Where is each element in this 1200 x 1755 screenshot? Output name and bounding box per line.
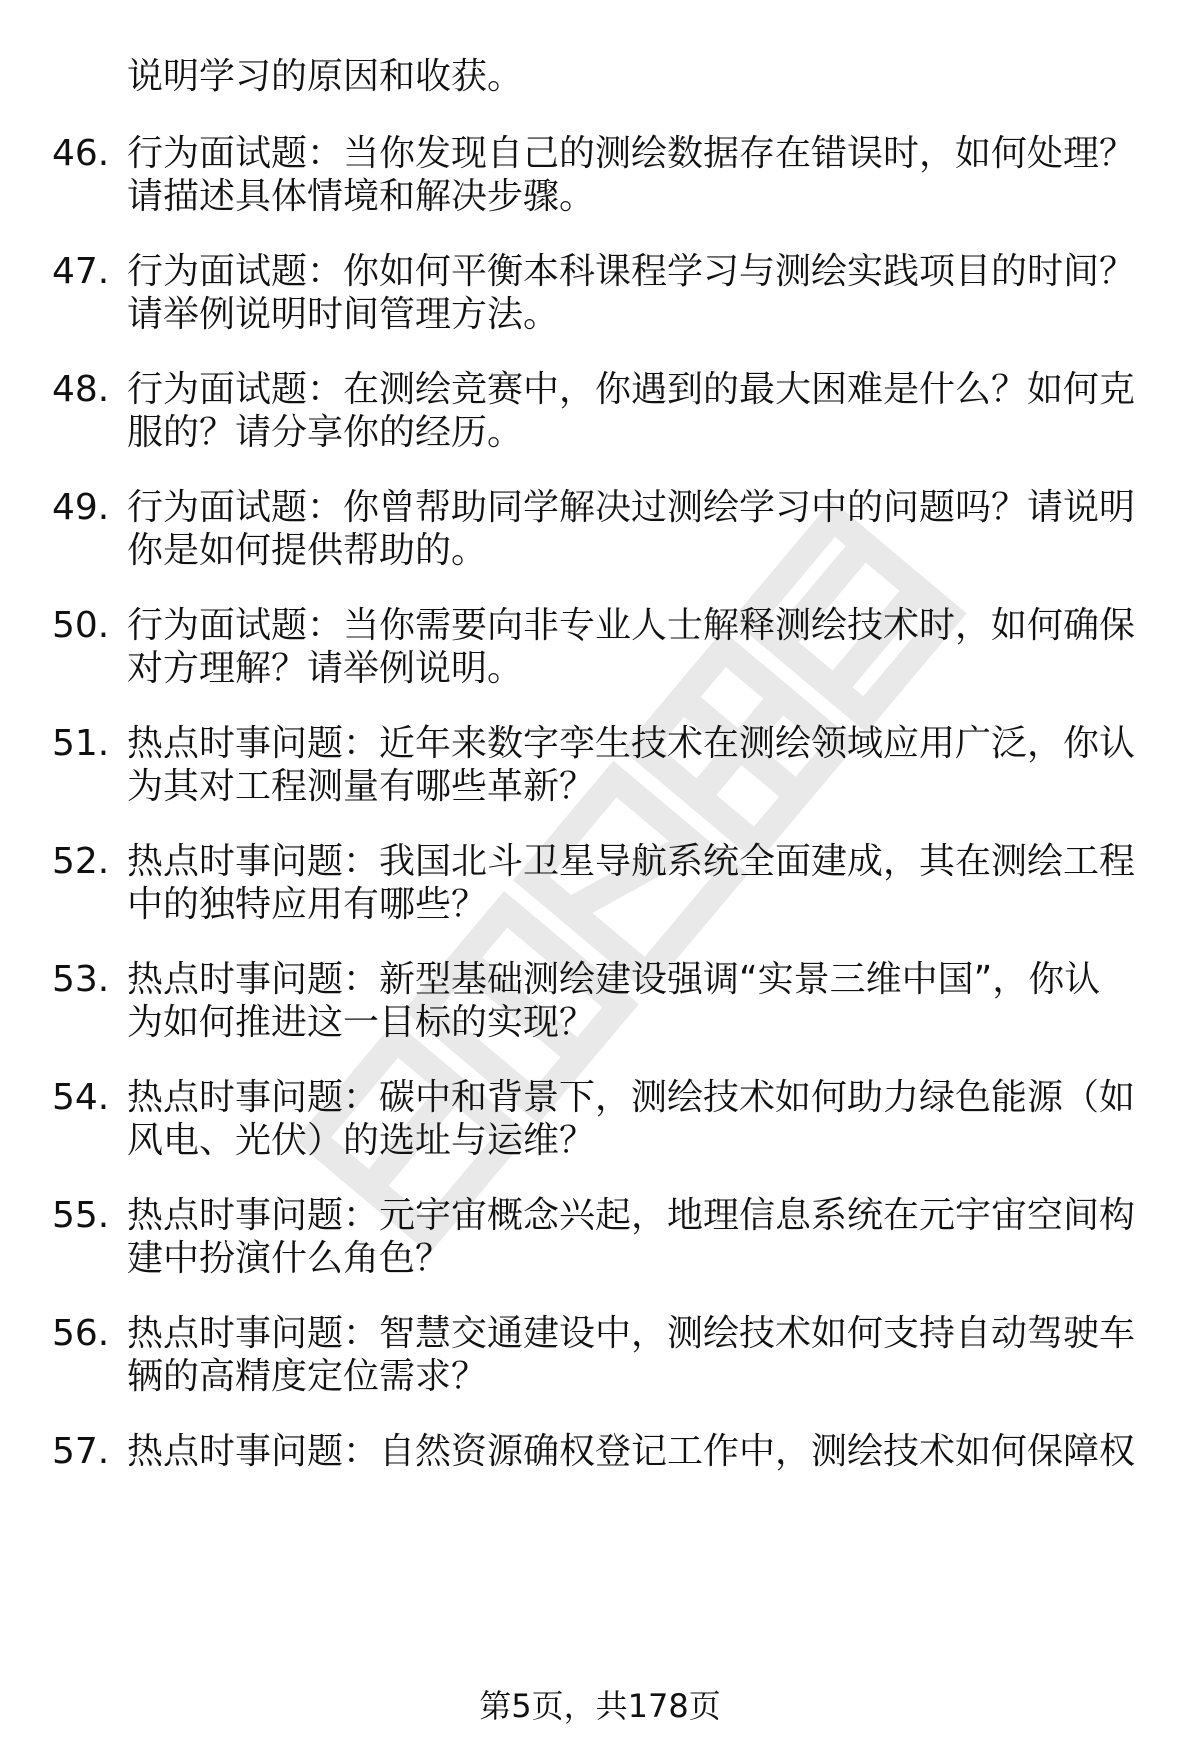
question-text-line2: 建中扮演什么角色？ bbox=[127, 1238, 452, 1279]
question-text-line1: 热点时事问题：新型基础测绘建设强调“实景三维中国”，你认 bbox=[127, 959, 1101, 1000]
question-number: 50. bbox=[52, 605, 110, 646]
question-text-line2: 为其对工程测量有哪些革新？ bbox=[127, 766, 596, 807]
question-number: 56. bbox=[52, 1313, 110, 1354]
question-text-line1: 行为面试题：你如何平衡本科课程学习与测绘实践项目的时间？ bbox=[127, 251, 1136, 292]
question-number: 46. bbox=[52, 133, 110, 174]
question-number: 51. bbox=[52, 723, 110, 764]
question-text-line2: 请举例说明时间管理方法。 bbox=[127, 294, 560, 335]
question-text-line2: 对方理解？请举例说明。 bbox=[127, 648, 524, 689]
question-text-line2: 风电、光伏）的选址与运维？ bbox=[127, 1120, 596, 1161]
question-text-line2: 请描述具体情境和解决步骤。 bbox=[127, 176, 596, 217]
question-text-line1: 热点时事问题：碳中和背景下，测绘技术如何助力绿色能源（如 bbox=[127, 1077, 1136, 1118]
question-number: 47. bbox=[52, 251, 110, 292]
question-text-line1: 热点时事问题：元宇宙概念兴起，地理信息系统在元宇宙空间构 bbox=[127, 1195, 1136, 1236]
question-text-line2: 辆的高精度定位需求？ bbox=[127, 1356, 488, 1397]
question-text-line2: 为如何推进这一目标的实现？ bbox=[127, 1002, 596, 1043]
question-text-line1: 行为面试题：你曾帮助同学解决过测绘学习中的问题吗？请说明 bbox=[127, 487, 1136, 528]
question-number: 52. bbox=[52, 841, 110, 882]
question-text-line1: 行为面试题：当你需要向非专业人士解释测绘技术时，如何确保 bbox=[127, 605, 1136, 646]
question-text-line2: 服的？请分享你的经历。 bbox=[127, 412, 524, 453]
question-text-line1: 行为面试题：在测绘竞赛中，你遇到的最大困难是什么？如何克 bbox=[127, 369, 1136, 410]
page-footer: 第5页，共178页 bbox=[479, 1687, 721, 1725]
question-number: 57. bbox=[52, 1431, 110, 1472]
question-number: 54. bbox=[52, 1077, 110, 1118]
continuation-line: 说明学习的原因和收获。 bbox=[127, 56, 524, 97]
question-text-line2: 中的独特应用有哪些？ bbox=[127, 884, 488, 925]
question-number: 48. bbox=[52, 369, 110, 410]
question-text-line1: 热点时事问题：近年来数字孪生技术在测绘领域应用广泛，你认 bbox=[127, 723, 1136, 764]
question-text-line1: 热点时事问题：智慧交通建设中，测绘技术如何支持自动驾驶车 bbox=[127, 1313, 1136, 1354]
question-text-line2: 你是如何提供帮助的。 bbox=[127, 530, 488, 571]
question-number: 53. bbox=[52, 959, 110, 1000]
question-text-line1: 行为面试题：当你发现自己的测绘数据存在错误时，如何处理？ bbox=[127, 133, 1136, 174]
question-text-line1: 热点时事问题：自然资源确权登记工作中，测绘技术如何保障权 bbox=[127, 1431, 1136, 1472]
question-number: 49. bbox=[52, 487, 110, 528]
question-number: 55. bbox=[52, 1195, 110, 1236]
question-text-line1: 热点时事问题：我国北斗卫星导航系统全面建成，其在测绘工程 bbox=[127, 841, 1136, 882]
